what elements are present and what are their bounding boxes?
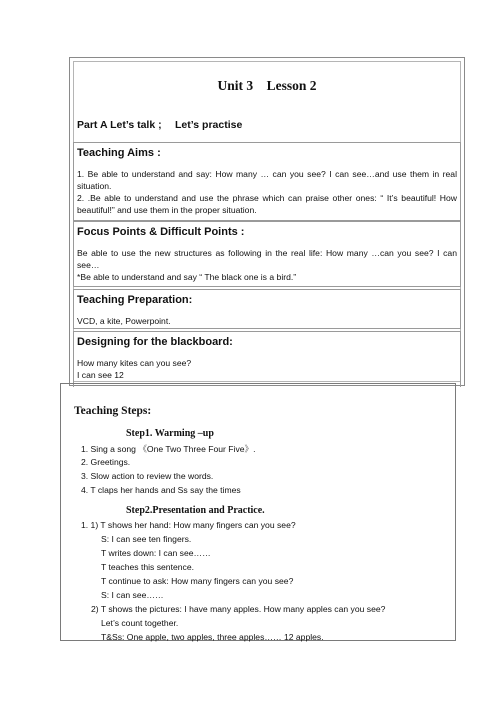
part-title: Part A Let’s talk ; Let’s practise — [77, 119, 243, 131]
step1-title: Step1. Warming –up — [126, 428, 214, 439]
focus-points-heading: Focus Points & Difficult Points : — [77, 226, 245, 238]
teaching-aim-item: 2. .Be able to understand and use the phrase which can praise other ones: “ It’s beautiful! How beautiful!” and use them in the proper situation. — [77, 193, 457, 215]
step2-line: 2) T shows the pictures: I have many apples. How many apples can you see? — [91, 604, 386, 614]
step2-line: T&Ss: One apple, two apples, three apples…… 12 apples. — [101, 632, 324, 642]
step2-title: Step2.Presentation and Practice. — [126, 505, 265, 516]
step1-item: 3. Slow action to review the words. — [81, 471, 214, 481]
unit-title: Unit 3 Lesson 2 — [217, 78, 317, 93]
step2-line: S: I can see ten fingers. — [101, 534, 192, 544]
blackboard-line: I can see 12 — [77, 370, 124, 380]
step2-line: 1. 1) T shows her hand: How many fingers can you see? — [81, 520, 296, 530]
focus-point-item: *Be able to understand and say “ The black one is a bird.” — [77, 272, 297, 282]
step1-item: 1. Sing a song 《One Two Three Four Five》. — [81, 444, 256, 454]
teaching-preparation-section — [73, 289, 461, 329]
teaching-steps-heading: Teaching Steps: — [74, 405, 152, 417]
focus-point-item: Be able to use the new structures as following in the real life: How many …can you see? I can see… — [77, 248, 457, 270]
focus-points-section — [73, 221, 461, 287]
teaching-aims-heading: Teaching Aims : — [77, 147, 161, 159]
teaching-aim-item: 1. Be able to understand and say: How many … can you see? I can see…and use them in real situation. — [77, 169, 457, 191]
step2-line: T continue to ask: How many fingers can you see? — [101, 576, 294, 586]
step1-item: 4. T claps her hands and Ss say the times — [81, 485, 241, 495]
teaching-preparation-heading: Teaching Preparation: — [77, 294, 193, 306]
blackboard-section — [73, 331, 461, 387]
teaching-steps-table — [60, 383, 456, 641]
step2-line: Let’s count together. — [101, 618, 179, 628]
blackboard-line: How many kites can you see? — [77, 358, 192, 368]
teaching-aims-section — [73, 142, 461, 221]
blackboard-heading: Designing for the blackboard: — [77, 336, 233, 348]
step2-line: T writes down: I can see…… — [101, 548, 211, 558]
step1-item: 2. Greetings. — [81, 457, 131, 467]
teaching-preparation-text: VCD, a kite, Powerpoint. — [77, 316, 171, 326]
step2-line: S: I can see…… — [101, 590, 164, 600]
lesson-plan-table — [69, 57, 465, 386]
step2-line: T teaches this sentence. — [101, 562, 194, 572]
